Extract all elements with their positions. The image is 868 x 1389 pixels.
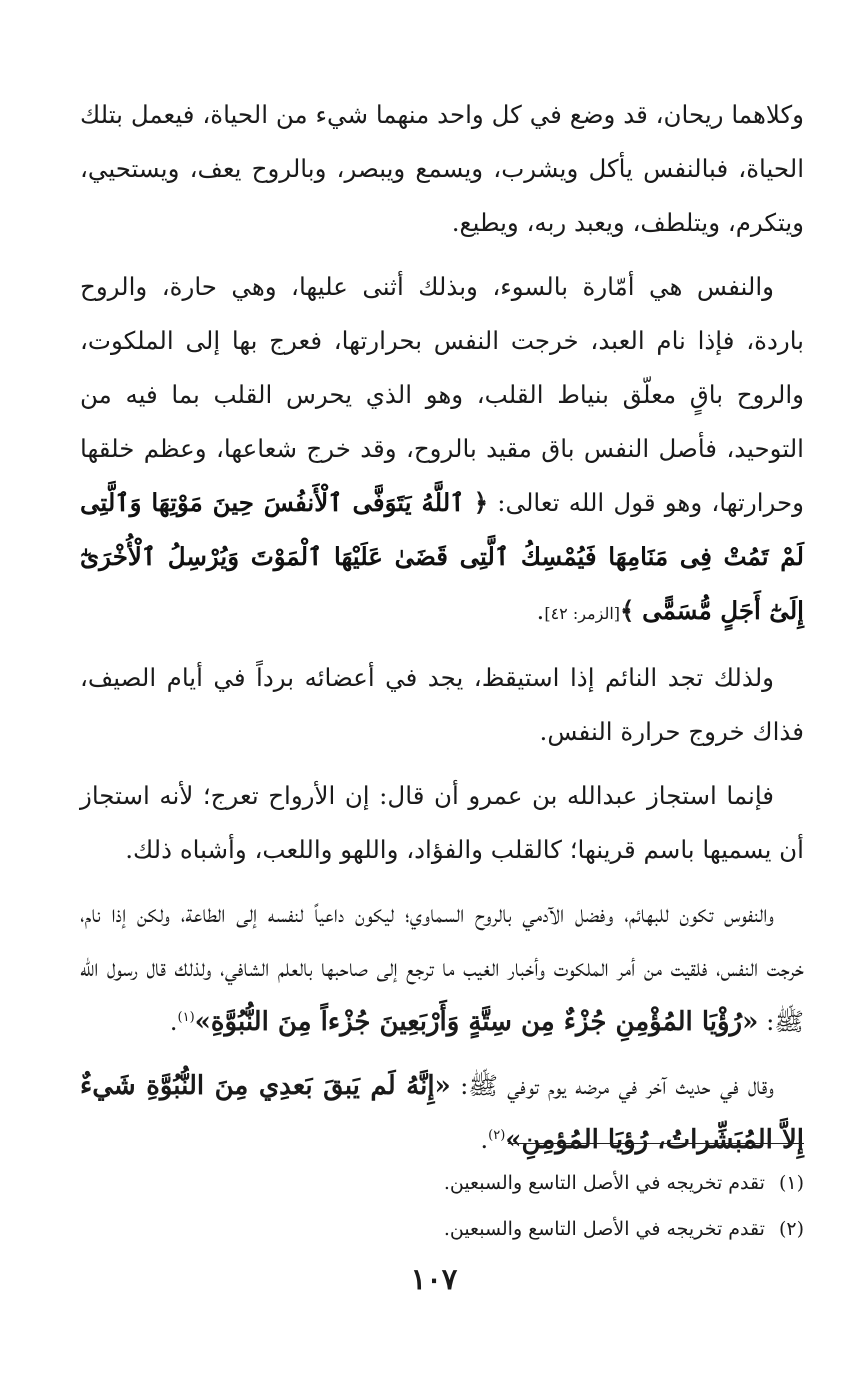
footnotes [80,1160,804,1252]
quran-end: . [536,596,545,625]
paragraph-2 [80,260,804,641]
footnote-1-text: تقدم تخريجه في الأصل التاسع والسبعين. [443,1172,765,1194]
paragraph-4-text: فإنما استجاز عبدالله بن عمرو أن قال: إن الأرواح تعرج؛ لأنه استجاز أن يسميها باسم قرينها؛ كالقلب والفؤاد، واللهو واللعب، وأشباه ذلك. [80,781,804,864]
paragraph-6 [80,1059,804,1167]
paragraph-2-text: والنفس هي أمّارة بالسوء، وبذلك أثنى عليها، وهي حارة، والروح باردة، فإذا نام العبد، خرجت النفس بحرارتها، فعرج بها إلى الملكوت، والروح باقٍ معلّق بنياط القلب، وهو الذي يحرس القلب بما فيه من التوحيد، فأصل النفس باق مقيد بالروح، وقد خرج شعاعها، وعظم خلقها وحرارتها، وهو قول الله تعالى: [80,272,804,517]
paragraph-1-text: وكلاهما ريحان، قد وضع في كل واحد منهما شيء من الحياة، فيعمل بتلك الحياة، فبالنفس يأكل ويشرب، ويسمع ويبصر، وبالروح يعف، ويستحيي، ويتكرم، ويتلطف، ويعبد ربه، ويطيع. [80,100,804,237]
paragraph-3 [80,651,804,759]
paragraph-1 [80,88,804,250]
paragraph-5-text: والنفوس تكون للبهائم، وفضل الآدمي بالروح السماوي؛ ليكون داعياً لنفسه إلى الطاعة، ولكن إذا نام، خرجت النفس، فلقيت من أمر الملكوت وأخبار الغيب ما ترجع إلى صاحبها بالعلم الشافي، ولذلك قال رسول الله ﷺ: [80,899,804,1036]
footnote-ref-2: (٢) [488,1127,506,1143]
quran-verse: ٱللَّهُ يَتَوَفَّى ٱلْأَنفُسَ حِينَ مَوْتِهَا وَٱلَّتِى لَمْ تَمُتْ فِى مَنَامِهَا فَيُمْسِكُ ٱلَّتِى قَضَىٰ عَلَيْهَا ٱلْمَوْتَ وَيُرْسِلُ ٱلْأُخْرَىٰٓ إِلَىٰٓ أَجَلٍ مُّسَمًّى [80,488,804,625]
hadith-2-end: . [480,1125,489,1154]
paragraph-6-text: وقال في حديث آخر في مرضه يوم توفي ﷺ: [460,1071,774,1100]
quran-close-brace: ﴾ [620,596,635,625]
footnote-ref-1: (١) [177,1009,195,1025]
footnote-divider [508,1143,804,1144]
paragraph-4 [80,769,804,877]
quran-open-brace: ﴿ [473,488,489,517]
hadith-1: «رُؤْيَا المُؤْمِنِ جُزْءٌ مِن سِتَّةٍ وَأَرْبَعِينَ جُزْءاً مِنَ النُّبُوَّةِ» [194,1007,759,1037]
paragraph-5 [80,887,804,1049]
footnote-1 [80,1160,804,1206]
paragraph-3-text: ولذلك تجد النائم إذا استيقظ، يجد في أعضائه برداً في أيام الصيف، فذاك خروج حرارة النفس. [80,663,804,746]
footnote-2-text: تقدم تخريجه في الأصل التاسع والسبعين. [443,1218,765,1240]
quran-reference: [الزمر: ٤٢] [544,604,621,623]
hadith-1-end: . [169,1007,178,1036]
footnote-2-number: (٢) [778,1218,804,1240]
hadith-2: «إِنَّهُ لَم يَبقَ بَعدِي مِنَ النُّبُوَّةِ شَيءٌ إِلاَّ المُبَشِّراتُ، رُؤيَا المُؤمِنِ» [80,1071,804,1155]
page-number: ١٠٧ [410,1262,458,1296]
footnote-2 [80,1206,804,1252]
page-body [80,88,804,1177]
footnote-1-number: (١) [778,1172,804,1194]
